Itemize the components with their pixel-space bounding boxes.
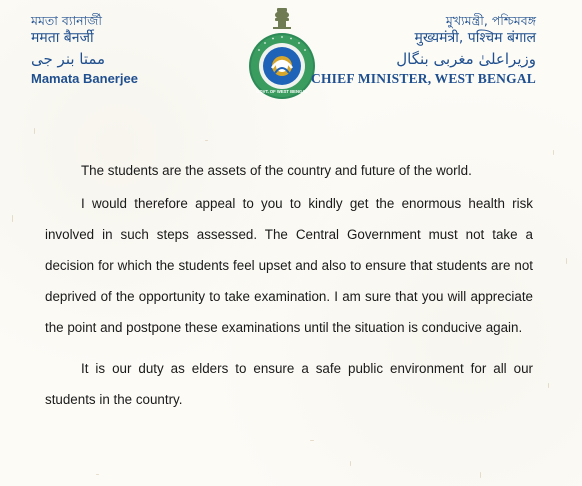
letter-body	[45, 155, 533, 415]
name-hindi: ममता बैनर्जी	[31, 30, 94, 46]
paper-fleck	[566, 258, 567, 264]
state-emblem	[242, 6, 322, 102]
name-english: Mamata Banerjee	[31, 71, 138, 86]
paper-fleck	[96, 474, 99, 475]
paper-fleck	[205, 140, 208, 141]
paper-fleck	[310, 440, 314, 441]
letterhead-name-block	[31, 12, 138, 88]
emblem-seal-text: GOVT. OF WEST BENGAL	[256, 89, 308, 94]
paper-fleck	[553, 150, 554, 155]
paper-fleck	[548, 383, 549, 388]
body-paragraph: The students are the assets of the country and future of the world.	[81, 163, 472, 178]
title-hindi: मुख्यमंत्री, पश्चिम बंगाल	[414, 30, 536, 46]
paper-fleck	[12, 215, 13, 222]
name-urdu: ممتا بنر جی	[31, 50, 106, 68]
west-bengal-government-emblem-icon	[242, 6, 322, 102]
body-paragraph: I would therefore appeal to you to kindly get the enormous health risk involved in such steps assessed. The Central Government must not take a decision for which the students feel upset and also to ensure that students are not deprived of the opportunity to take examination. I am sure that you will appreciate the point and postpone these examinations until the situation is conducive again.	[45, 196, 533, 335]
paper-fleck	[34, 128, 35, 134]
paper-fleck	[350, 461, 351, 466]
paper-fleck	[480, 472, 481, 478]
title-bengali: মুখ্যমন্ত্রী, পশ্চিমবঙ্গ	[445, 13, 536, 28]
letterhead-title-block	[311, 12, 536, 88]
body-paragraph: It is our duty as elders to ensure a safe public environment for all our students in the country.	[45, 361, 533, 407]
name-bengali: মমতা ব্যানার্জী	[31, 13, 102, 28]
title-urdu: وزیراعلیٰ مغربی بنگال	[396, 50, 536, 68]
title-english: CHIEF MINISTER, WEST BENGAL	[311, 71, 536, 86]
